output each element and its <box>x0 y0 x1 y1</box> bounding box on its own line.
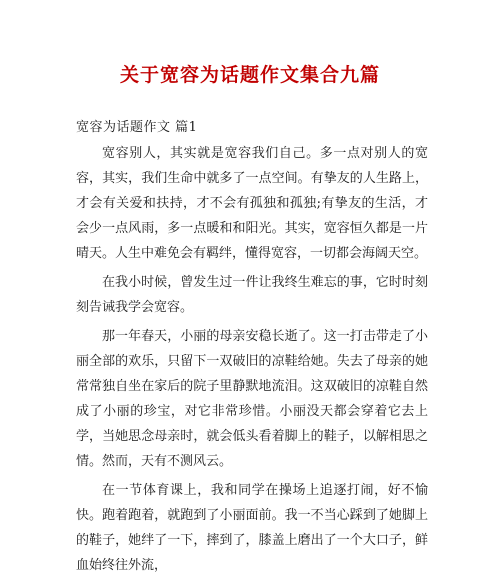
document-body <box>76 141 428 582</box>
paragraph-4: 在一节体育课上，我和同学在操场上追逐打闹，好不愉快。跑着跑着，就跑到了小丽面前。我一不当心踩到了她脚上的鞋子，她绊了一下，摔到了，膝盖上磨出了一个大口子，鲜血始终往外流， <box>76 483 428 573</box>
paragraph-3: 那一年春天，小丽的母亲安稳长逝了。这一打击带走了小丽全部的欢乐，只留下一双破旧的凉鞋给她。失去了母亲的她常常独自坐在家后的院子里静默地流泪。这双破旧的凉鞋自然成了小丽的珍宝，对它非常珍惜。小丽没天都会穿着它去上学，当她思念母亲时，就会低头看着脚上的鞋子，以解相思之情。然而，天有不测风云。 <box>76 329 428 469</box>
paragraph-2: 在我小时候，曾发生过一件让我终生难忘的事，它时时刻刻告诫我学会宽容。 <box>76 275 428 315</box>
section-heading: 宽容为话题作文 篇1 <box>76 120 198 135</box>
paragraph-1: 宽容别人，其实就是宽容我们自己。多一点对别人的宽容，其实，我们生命中就多了一点空间。有挚友的人生路上，才会有关爱和扶持，才不会有孤独和孤独;有挚友的生活，才会少一点风雨，多一点暖和和阳光。其实，宽容恒久都是一片晴天。人生中难免会有羁绊，懂得宽容，一切都会海阔天空。 <box>76 146 428 261</box>
document-title: 关于宽容为话题作文集合九篇 <box>119 64 380 86</box>
